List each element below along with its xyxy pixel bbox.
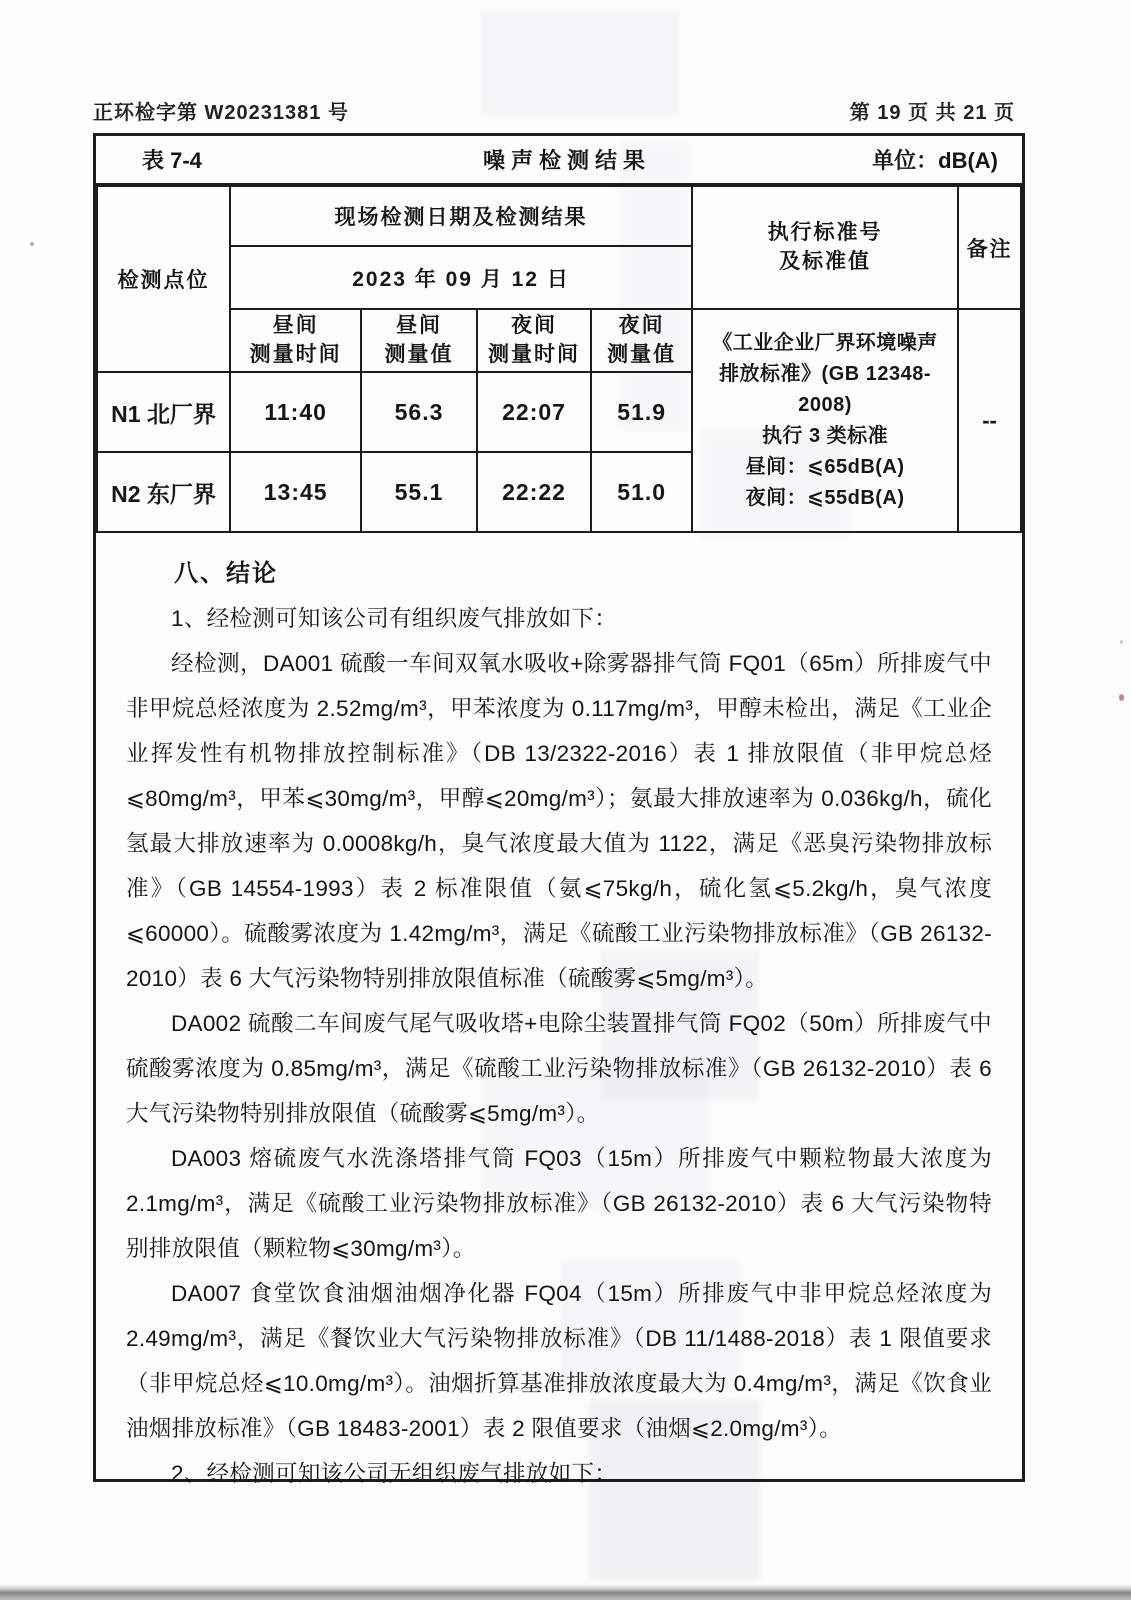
conclusion-paragraph: 2、经检测可知该公司无组织废气排放如下：	[171, 1461, 618, 1486]
conclusion-paragraph: DA003 熔硫废气水洗涤塔排气筒 FQ03（15m）所排废气中颗粒物最大浓度为 2.1mg/m³，满足《硫酸工业污染物排放标准》（GB 26132-2010）表 6 大气污染物特别排放限值（颗粒物⩽30mg/m³）。	[126, 1146, 992, 1261]
subheader-day-time	[230, 309, 361, 372]
subheader-day-value	[361, 309, 477, 372]
conclusion-section	[96, 533, 1022, 1496]
subheader-night-value	[591, 309, 692, 372]
standard-value-line5: 夜间：⩽55dB(A)	[745, 486, 905, 509]
document-number: 正环检字第 W20231381 号	[93, 102, 349, 124]
header-standard	[692, 186, 958, 309]
page-header	[93, 96, 1015, 125]
point-cell: N1 北厂界	[97, 372, 230, 452]
subheader-night-time	[477, 309, 592, 372]
conclusion-paragraph: 经检测，DA001 硫酸一车间双氧水吸收+除雾器排气筒 FQ01（65m）所排废气中非甲烷总烃浓度为 2.52mg/m³，甲苯浓度为 0.117mg/m³，甲醇未检出，满足《工业企业挥发性有机物排放控制标准》（DB 13/2322-2016）表 1 排放限值（非甲烷总烃⩽80mg/m³，甲苯⩽30mg/m³，甲醇⩽20mg/m³）；氨最大排放速率为 0.036kg/h，硫化氢最大排放速率为 0.0008kg/h，臭气浓度最大值为 1122，满足《恶臭污染物排放标准》（GB 14554-1993）表 2 标准限值（氨⩽75kg/h，硫化氢⩽5.2kg/h，臭气浓度⩽60000）。硫酸雾浓度为 1.42mg/m³，满足《硫酸工业污染物排放标准》（GB 26132-2010）表 6 大气污染物特别排放限值标准（硫酸雾⩽5mg/m³）。	[126, 651, 992, 991]
conclusion-paragraph: DA002 硫酸二车间废气尾气吸收塔+电除尘装置排气筒 FQ02（50m）所排废气中硫酸雾浓度为 0.85mg/m³，满足《硫酸工业污染物排放标准》（GB 26132-2010）表 6 大气污染物特别排放限值（硫酸雾⩽5mg/m³）。	[126, 1011, 992, 1126]
subheader-night-time-line1: 夜间	[511, 314, 558, 338]
conclusion-paragraph: 1、经检测可知该公司有组织废气排放如下：	[171, 606, 618, 631]
ink-speck	[1120, 640, 1123, 644]
conclusion-paragraph: DA007 食堂饮食油烟油烟净化器 FQ04（15m）所排废气中非甲烷总烃浓度为 2.49mg/m³，满足《餐饮业大气污染物排放标准》（DB 11/1488-2018）表 1 限值要求（非甲烷总烃⩽10.0mg/m³）。油烟折算基准排放浓度最大为 0.4mg/m³，满足《饮食业油烟排放标准》（GB 18483-2001）表 2 限值要求（油烟⩽2.0mg/m³）。	[126, 1281, 992, 1441]
day-value-cell: 55.1	[361, 452, 477, 532]
table-unit: 单位：dB(A)	[872, 148, 998, 173]
standard-value-line3: 执行 3 类标准	[761, 424, 889, 447]
scanner-edge-band	[0, 1584, 1131, 1600]
night-value-cell: 51.9	[591, 372, 692, 452]
remark-value-cell: --	[958, 309, 1021, 532]
table-title-row	[96, 136, 1022, 185]
subheader-night-value-line1: 夜间	[618, 314, 665, 338]
point-cell: N2 东厂界	[97, 452, 230, 532]
subheader-day-value-line1: 昼间	[396, 314, 442, 338]
standard-value-line2: 排放标准》(GB 12348-2008)	[719, 362, 932, 416]
header-standard-line1: 执行标准号	[767, 221, 883, 245]
conclusion-heading: 八、结论	[174, 560, 278, 587]
day-time-cell: 11:40	[230, 372, 361, 452]
day-time-cell: 13:45	[230, 452, 361, 532]
document-frame	[93, 133, 1025, 1486]
subheader-night-time-line2: 测量时间	[488, 342, 581, 366]
table-label: 表 7-4	[142, 148, 202, 173]
ink-speck	[30, 242, 34, 246]
standard-value-line1: 《工业企业厂界环境噪声	[712, 331, 938, 354]
subheader-day-time-line1: 昼间	[272, 314, 319, 338]
standard-value-line4: 昼间：⩽65dB(A)	[745, 455, 905, 478]
subheader-night-value-line2: 测量值	[607, 342, 677, 366]
header-remark: 备注	[958, 186, 1021, 309]
subheader-day-time-line2: 测量时间	[249, 342, 342, 366]
page-number: 第 19 页 共 21 页	[849, 102, 1015, 124]
ink-speck	[1119, 694, 1124, 701]
night-time-cell: 22:22	[477, 452, 592, 532]
night-value-cell: 51.0	[591, 452, 692, 532]
night-time-cell: 22:07	[477, 372, 592, 452]
header-date: 2023 年 09 月 12 日	[230, 246, 692, 309]
subheader-day-value-line2: 测量值	[384, 342, 454, 366]
table-title: 噪声检测结果	[483, 148, 652, 173]
noise-results-table	[96, 185, 1022, 533]
standard-value-cell	[692, 309, 958, 532]
header-monitoring-point: 检测点位	[97, 186, 230, 372]
header-standard-line2: 及标准值	[779, 249, 872, 273]
header-site-results: 现场检测日期及检测结果	[230, 186, 692, 246]
day-value-cell: 56.3	[361, 372, 477, 452]
